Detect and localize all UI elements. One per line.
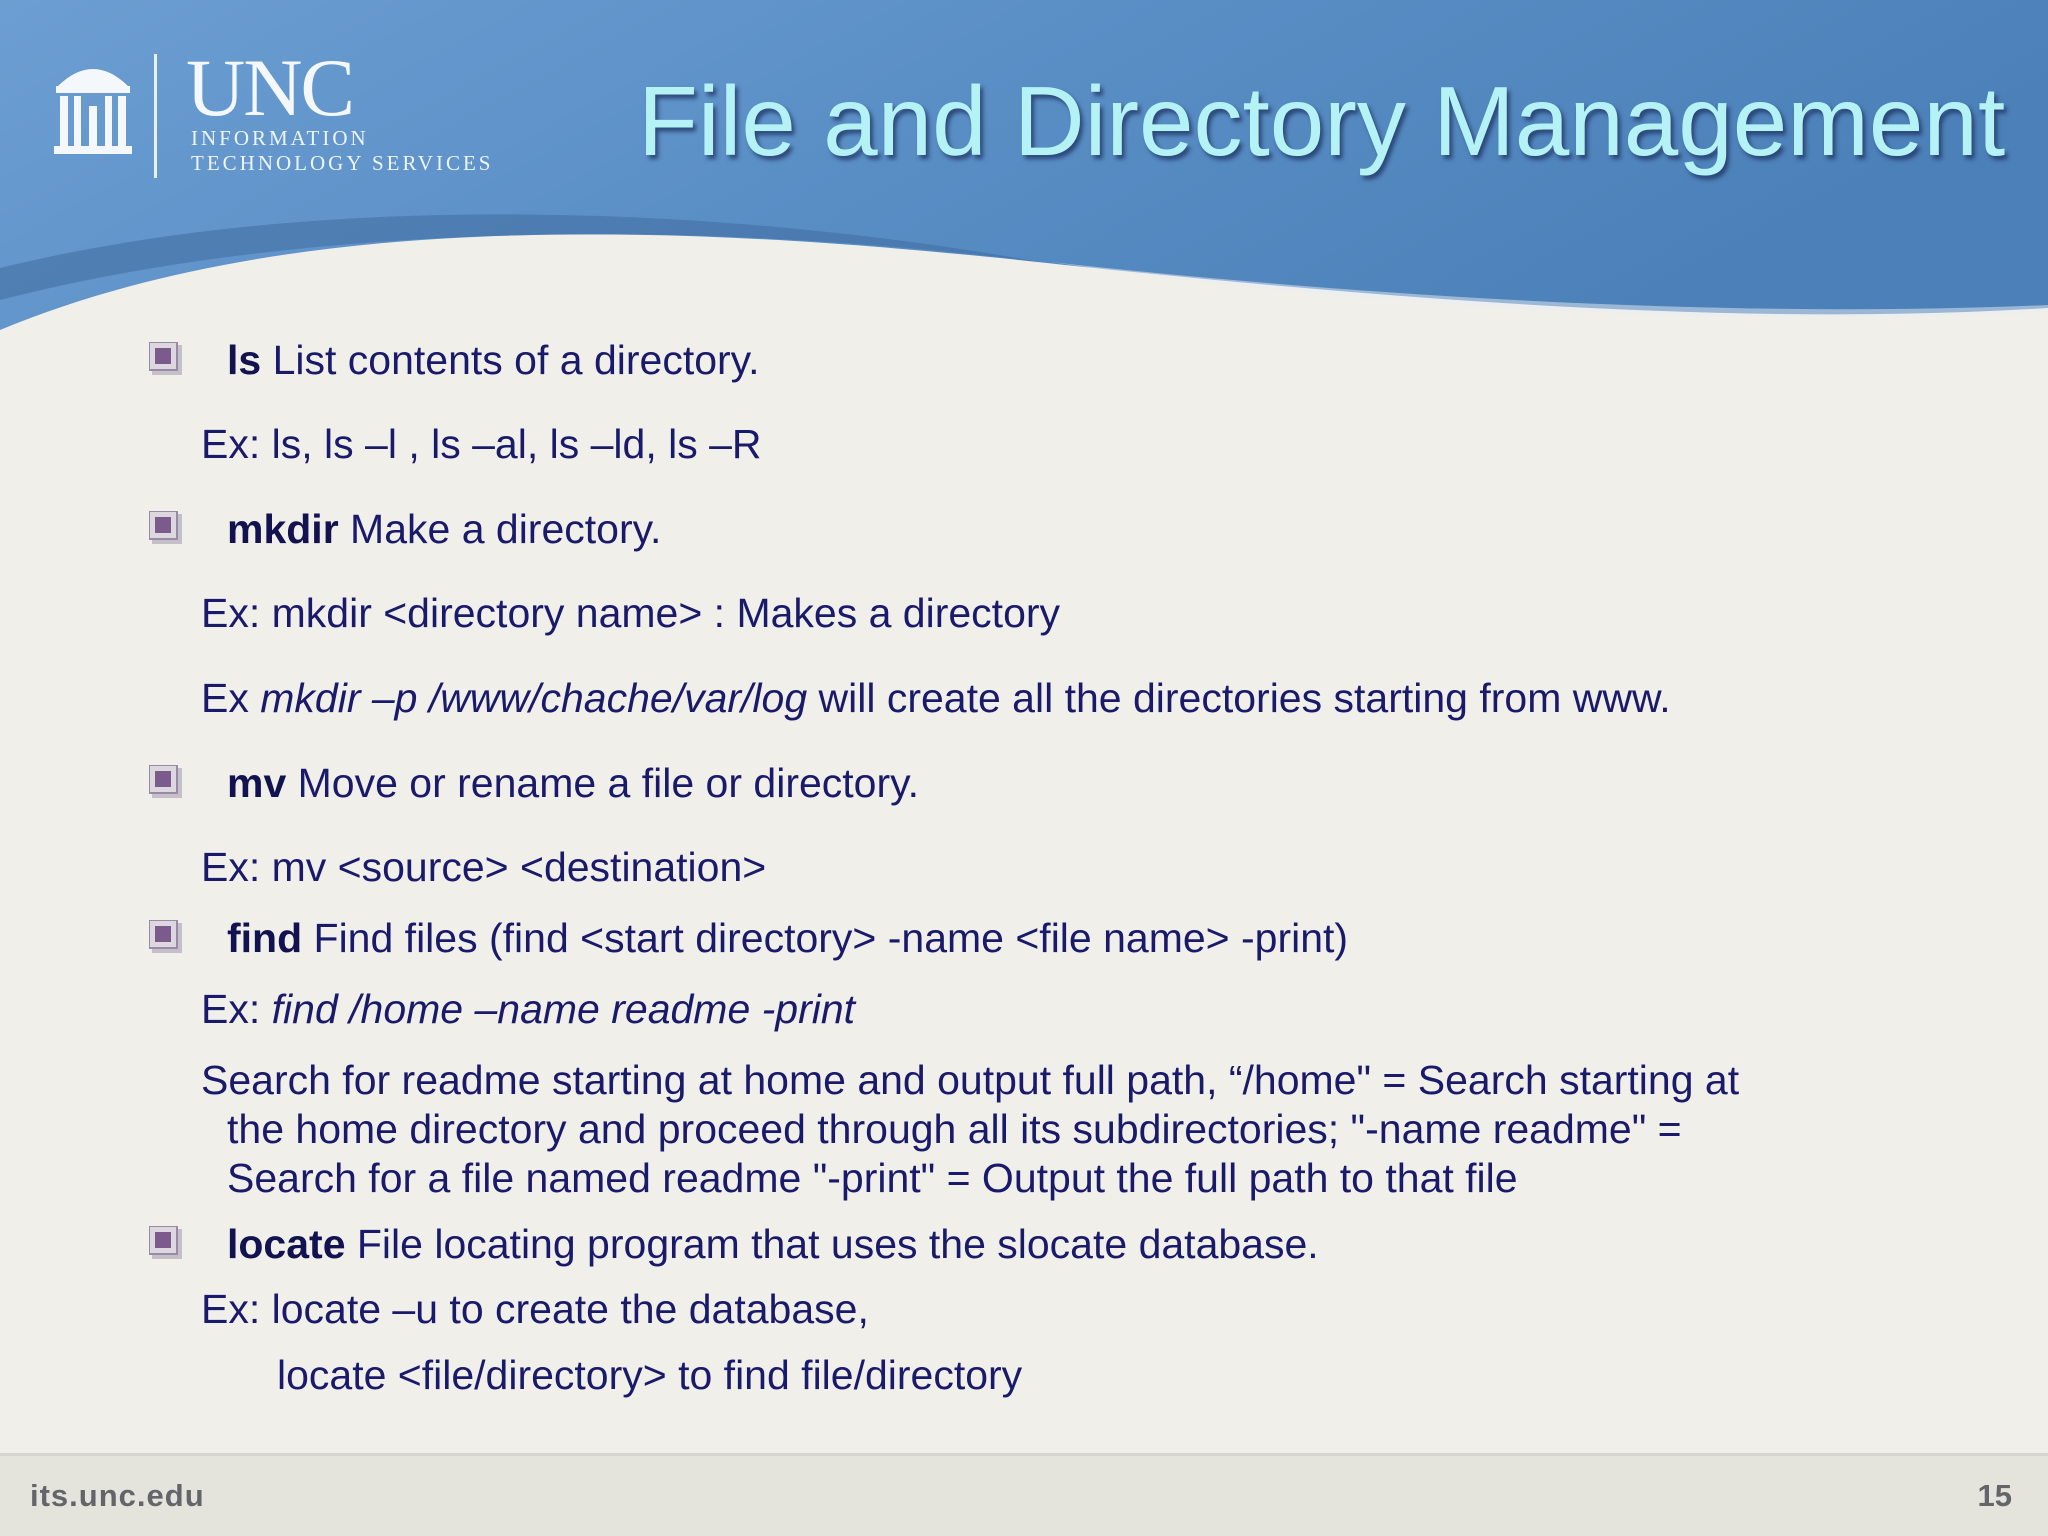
bullet-locate: [227, 1220, 1319, 1269]
example-find: [201, 985, 855, 1034]
bullet-mkdir-desc: Make a directory.: [338, 506, 662, 552]
bullet-ls: [227, 336, 760, 385]
example-mkdir-2-prefix: Ex: [201, 675, 261, 721]
slide-title: File and Directory Management: [638, 66, 2006, 176]
command-locate: locate: [227, 1221, 346, 1267]
example-find-prefix: Ex:: [201, 986, 272, 1032]
bullet-icon: [149, 342, 183, 376]
bullet-icon: [149, 765, 183, 799]
command-mkdir: mkdir: [227, 506, 339, 552]
logo-subtitle-line2: TECHNOLOGY SERVICES: [191, 151, 494, 175]
bullet-mv: [227, 759, 919, 808]
command-find: find: [227, 915, 303, 961]
bullet-find: [227, 914, 1348, 963]
logo-wordmark: UNC: [186, 42, 354, 133]
page-number: 15: [1977, 1478, 2012, 1513]
example-locate-2: locate <file/directory> to find file/directory: [277, 1352, 1023, 1398]
example-mkdir-2: [201, 674, 1671, 723]
bullet-icon: [149, 1226, 183, 1260]
find-explanation-line2: the home directory and proceed through all its subdirectories; "-name readme" =: [227, 1106, 1682, 1152]
bullet-mv-desc: Move or rename a file or directory.: [286, 760, 919, 806]
command-mv: mv: [227, 760, 287, 806]
footer-bar: [0, 1456, 2048, 1536]
example-ls: Ex: ls, ls –l , ls –al, ls –ld, ls –R: [201, 421, 762, 467]
example-locate-1: Ex: locate –u to create the database,: [201, 1286, 869, 1332]
bullet-find-desc: Find files (find <start directory> -name <file name> -print): [302, 915, 1349, 961]
bullet-mkdir: [227, 505, 661, 554]
logo-subtitle-line1: INFORMATION: [191, 126, 369, 150]
example-mkdir-2-suffix: will create all the directories starting from www.: [807, 675, 1671, 721]
example-mv: Ex: mv <source> <destination>: [201, 844, 767, 890]
bullet-locate-desc: File locating program that uses the slocate database.: [345, 1221, 1319, 1267]
find-explanation-line3: Search for a file named readme "-print" = Output the full path to that file: [227, 1155, 1518, 1201]
command-ls: ls: [227, 337, 262, 383]
example-mkdir-1: Ex: mkdir <directory name> : Makes a directory: [201, 590, 1061, 636]
example-mkdir-2-cmd: mkdir –p /www/chache/var/log: [260, 675, 808, 721]
bullet-ls-desc: List contents of a directory.: [261, 337, 760, 383]
find-explanation-line1: Search for readme starting at home and output full path, “/home" = Search starting at: [201, 1057, 1740, 1103]
bullet-icon: [149, 920, 183, 954]
footer-url: its.unc.edu: [30, 1478, 205, 1513]
bullet-icon: [149, 511, 183, 545]
example-find-cmd: find /home –name readme -print: [271, 986, 856, 1032]
